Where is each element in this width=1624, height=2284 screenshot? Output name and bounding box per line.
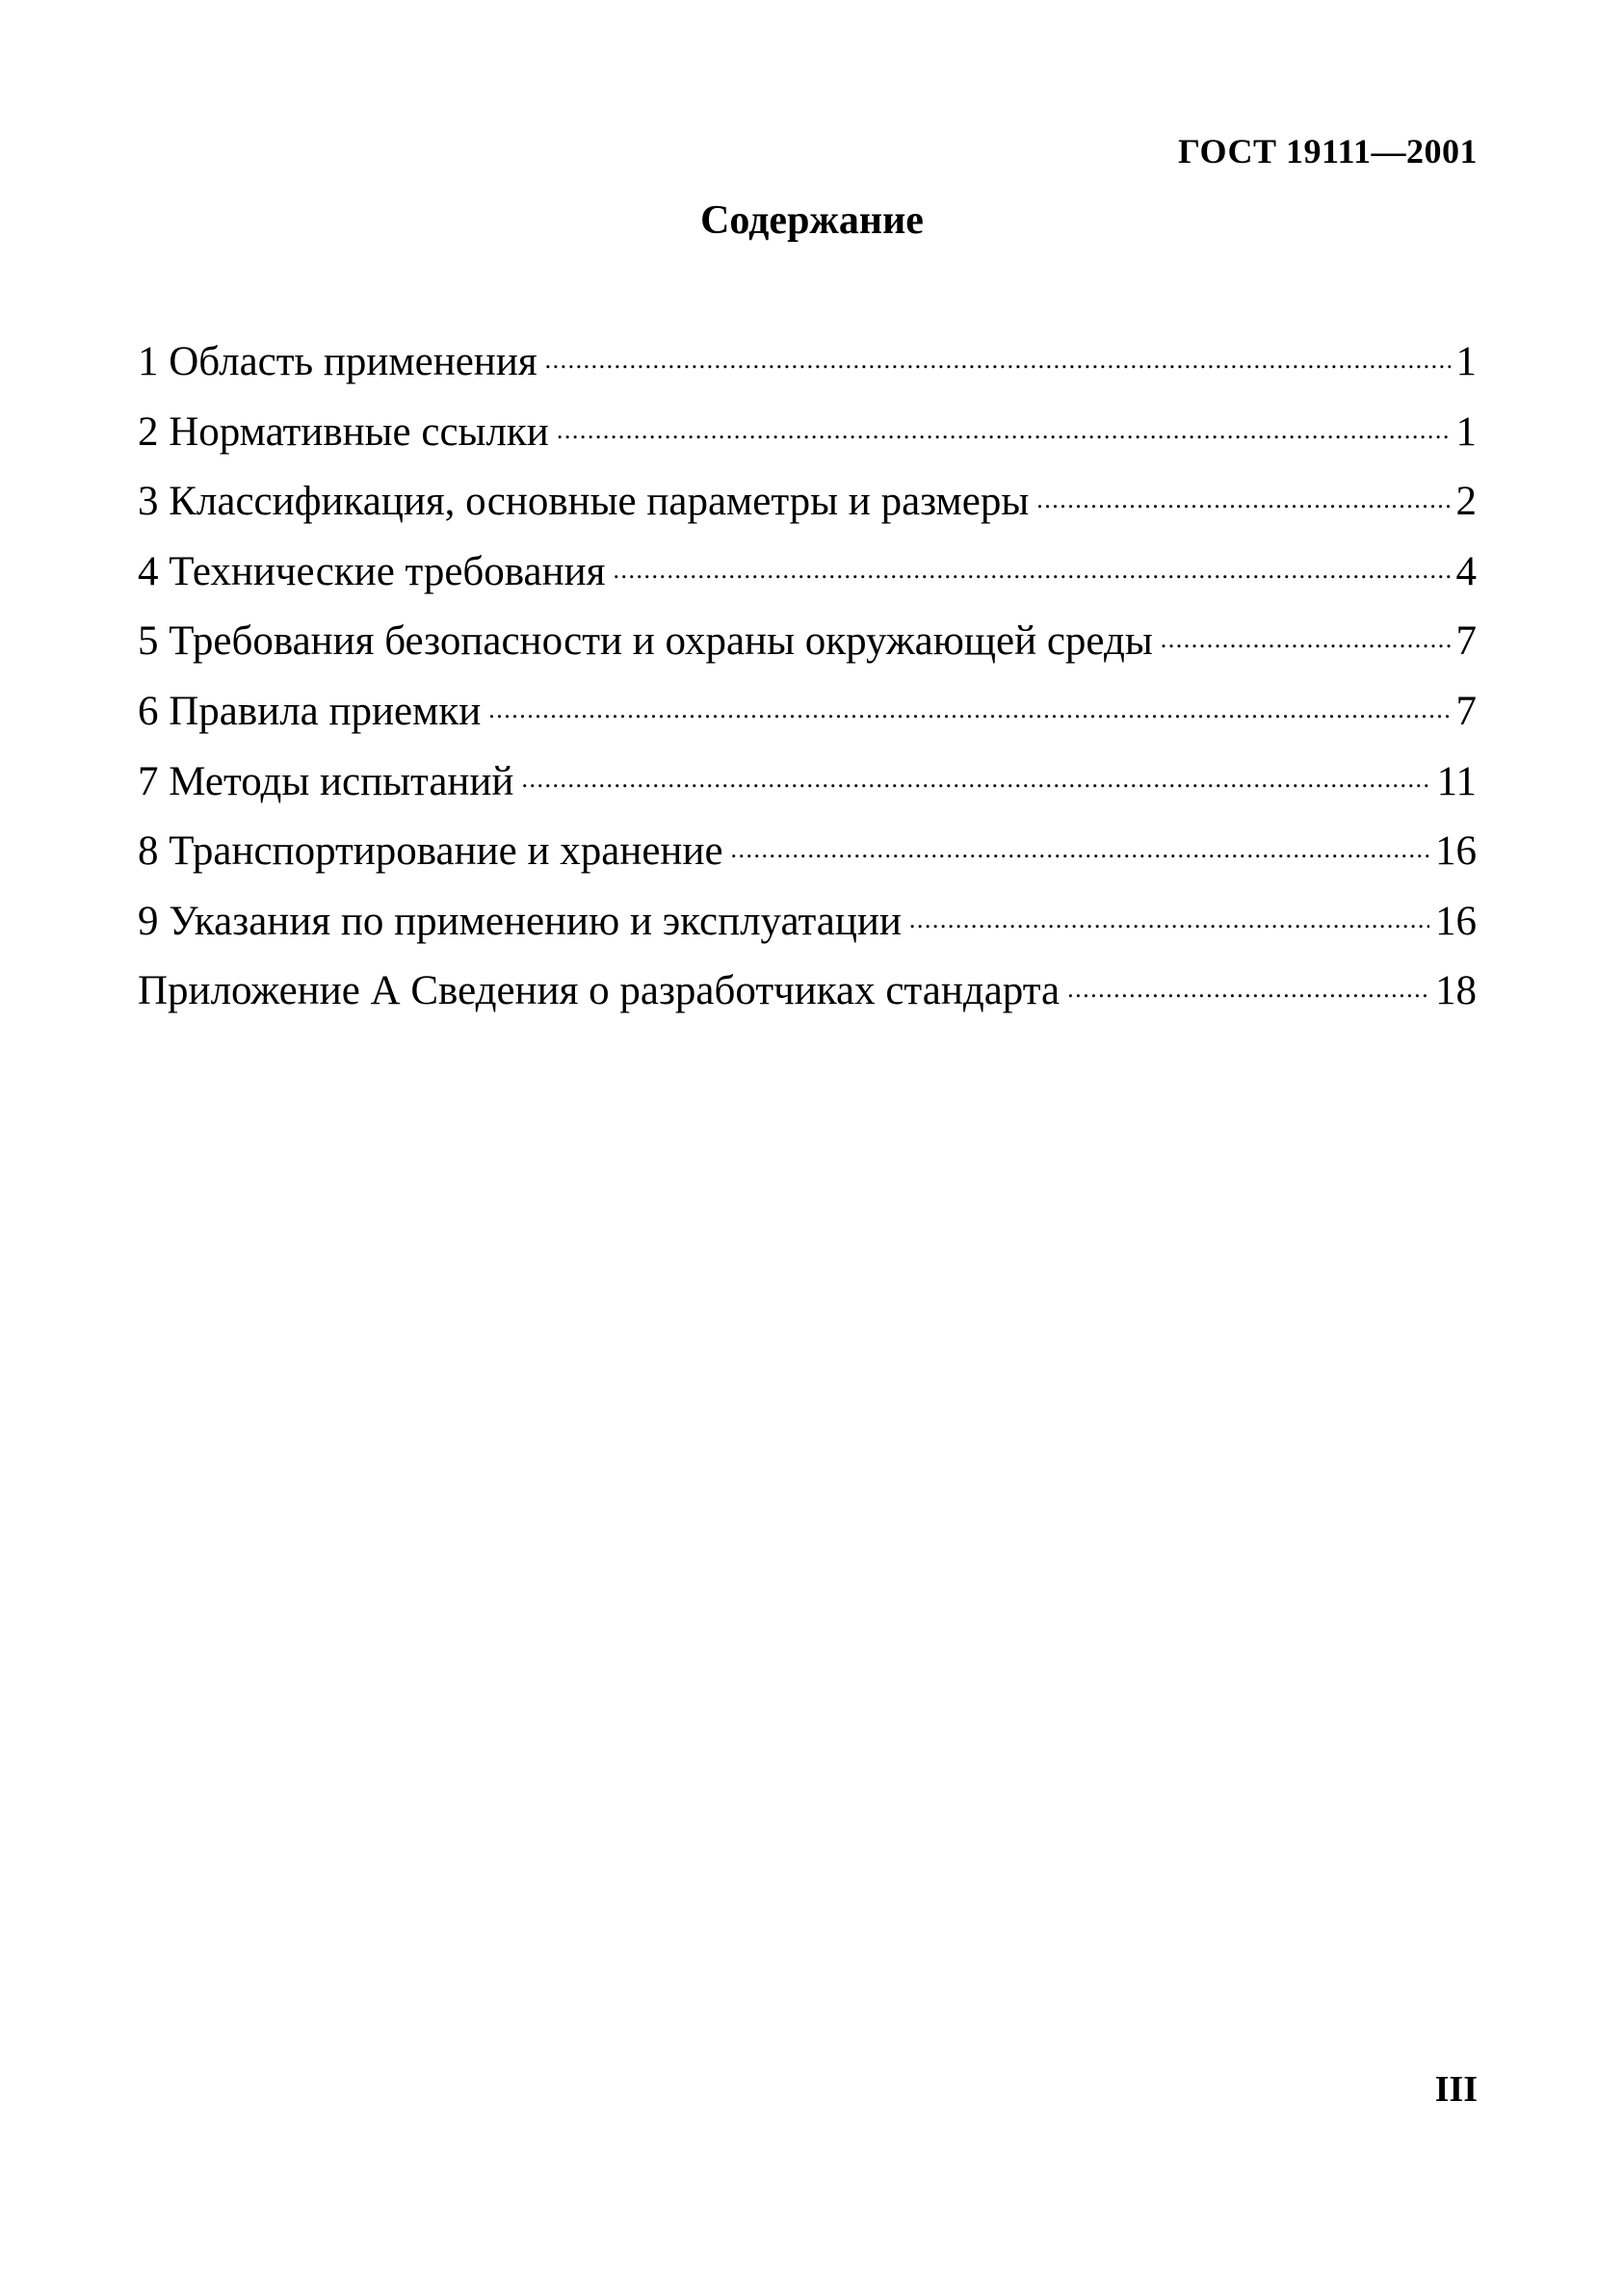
toc-entry-page: 4 — [1455, 548, 1477, 594]
toc-entry[interactable] — [138, 467, 1477, 538]
toc-entry-page: 7 — [1455, 688, 1477, 734]
toc-entry-page: 16 — [1435, 898, 1477, 944]
toc-entry-label: 1 Область применения — [138, 339, 537, 384]
toc-entry[interactable] — [138, 887, 1477, 958]
toc-dot-leader — [909, 893, 1429, 934]
toc-entry-page: 1 — [1455, 339, 1477, 384]
toc-entry-label: 3 Классификация, основные параметры и размеры — [138, 479, 1030, 525]
toc-entry[interactable] — [138, 677, 1477, 748]
toc-entry[interactable] — [138, 398, 1477, 468]
toc-dot-leader — [488, 683, 1450, 724]
toc-entry-label: 2 Нормативные ссылки — [138, 408, 549, 455]
toc-entry-label: 8 Транспортирование и хранение — [138, 828, 723, 875]
toc-dot-leader — [545, 333, 1451, 375]
toc-entry-label: 9 Указания по применению и эксплуатации — [138, 898, 902, 944]
toc-entry-page: 2 — [1455, 479, 1477, 525]
toc-dot-leader — [1036, 473, 1450, 514]
table-of-contents — [138, 328, 1477, 1027]
toc-entry-page: 18 — [1435, 968, 1477, 1014]
toc-dot-leader — [1067, 962, 1429, 1004]
toc-dot-leader — [613, 543, 1450, 585]
toc-entry[interactable] — [138, 957, 1477, 1027]
toc-entry[interactable] — [138, 607, 1477, 677]
toc-dot-leader — [1161, 613, 1451, 654]
toc-dot-leader — [731, 823, 1429, 864]
toc-dot-leader — [557, 404, 1451, 445]
toc-entry[interactable] — [138, 328, 1477, 398]
toc-entry-page: 11 — [1436, 758, 1477, 804]
toc-entry[interactable] — [138, 748, 1477, 818]
toc-entry-label: Приложение А Сведения о разработчиках стандарта — [138, 968, 1061, 1014]
toc-entry-label: 7 Методы испытаний — [138, 758, 514, 804]
toc-entry-page: 1 — [1455, 408, 1477, 455]
toc-entry-label: 4 Технические требования — [138, 548, 606, 594]
toc-entry-label: 6 Правила приемки — [138, 688, 482, 734]
document-code: ГОСТ 19111—2001 — [1178, 132, 1478, 171]
toc-title: Содержание — [700, 198, 924, 243]
toc-dot-leader — [521, 753, 1430, 795]
toc-entry[interactable] — [138, 538, 1477, 608]
page-number: III — [1434, 2069, 1478, 2110]
toc-entry[interactable] — [138, 817, 1477, 887]
toc-entry-label: 5 Требования безопасности и охраны окружающей среды — [138, 618, 1153, 665]
toc-entry-page: 16 — [1435, 828, 1477, 875]
toc-entry-page: 7 — [1455, 618, 1477, 665]
